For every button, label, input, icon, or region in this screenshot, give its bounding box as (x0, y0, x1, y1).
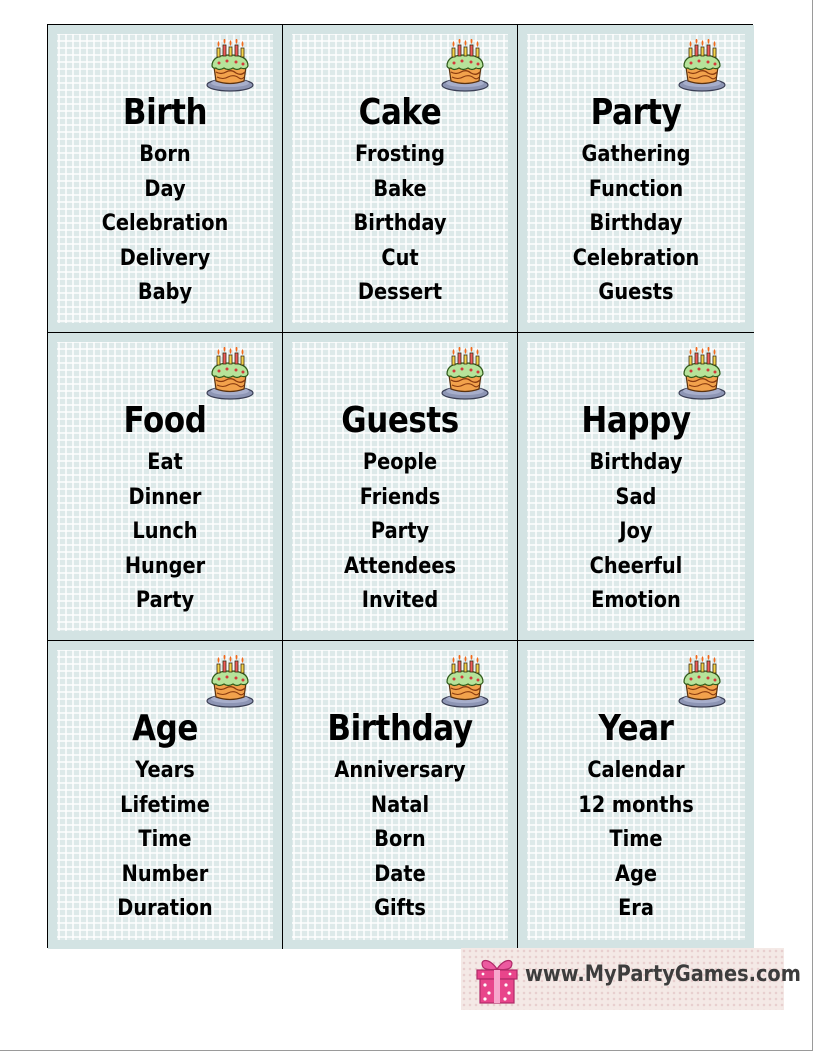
card-title: Age (132, 708, 198, 749)
forbidden-word: Delivery (119, 245, 211, 271)
card-title: Cake (358, 92, 442, 133)
forbidden-word: Time (609, 827, 663, 852)
forbidden-word: Gifts (374, 896, 426, 921)
forbidden-word: Guests (598, 280, 674, 305)
forbidden-word: Era (618, 896, 654, 921)
forbidden-word: Age (615, 861, 657, 887)
birthday-cake-icon (206, 347, 256, 401)
forbidden-word: Gathering (581, 142, 691, 167)
birthday-cake-icon (678, 655, 728, 709)
forbidden-word: Celebration (101, 211, 229, 236)
card-title: Party (590, 92, 682, 133)
forbidden-word: Duration (117, 896, 213, 921)
card-title: Year (598, 708, 674, 749)
forbidden-word: Party (370, 519, 430, 544)
card-title: Birth (122, 92, 208, 133)
forbidden-word: Cut (381, 245, 419, 271)
word-card-7 (48, 641, 283, 949)
card-title: Food (123, 400, 207, 441)
forbidden-word: Party (135, 588, 195, 613)
gift-box-icon (473, 955, 521, 1005)
forbidden-word: Born (374, 827, 426, 852)
word-card-6 (518, 333, 754, 641)
forbidden-word: Dinner (128, 484, 202, 510)
forbidden-word: Years (135, 758, 195, 783)
forbidden-word: Eat (147, 450, 183, 475)
page-edge-bottom (0, 1050, 813, 1051)
word-card-4 (48, 333, 283, 641)
forbidden-word-list (48, 446, 282, 619)
forbidden-word: Bake (373, 176, 427, 202)
forbidden-word: Date (374, 861, 426, 887)
forbidden-word-list (518, 138, 754, 311)
card-title: Guests (341, 400, 459, 441)
forbidden-word: Dessert (357, 280, 443, 305)
word-card-9 (518, 641, 754, 949)
forbidden-word-list (283, 446, 517, 619)
forbidden-word: Cheerful (589, 553, 683, 579)
forbidden-word: People (362, 450, 438, 475)
birthday-cake-icon (678, 347, 728, 401)
forbidden-word: Attendees (343, 553, 457, 579)
birthday-cake-icon (678, 39, 728, 93)
forbidden-word-list (518, 446, 754, 619)
forbidden-word: Hunger (124, 553, 206, 579)
forbidden-word: Frosting (355, 142, 445, 167)
forbidden-word: Baby (137, 280, 193, 305)
word-card-8 (283, 641, 518, 949)
birthday-cake-icon (441, 39, 491, 93)
forbidden-word-list (518, 754, 754, 927)
forbidden-word: Invited (361, 588, 439, 613)
forbidden-word-list (48, 754, 282, 927)
birthday-cake-icon (441, 655, 491, 709)
forbidden-word: Joy (619, 519, 653, 544)
forbidden-word: Day (144, 176, 186, 202)
taboo-card-sheet (47, 24, 753, 948)
forbidden-word-list (48, 138, 282, 311)
card-title: Birthday (327, 708, 473, 749)
website-banner (461, 948, 801, 1010)
word-card-5 (283, 333, 518, 641)
forbidden-word: Number (121, 861, 209, 887)
forbidden-word: Natal (370, 792, 430, 818)
birthday-cake-icon (206, 655, 256, 709)
forbidden-word: Emotion (591, 588, 681, 613)
word-card-1 (48, 25, 283, 333)
page-edge-right (812, 0, 813, 1050)
forbidden-word: Birthday (589, 450, 683, 475)
word-card-3 (518, 25, 754, 333)
forbidden-word: Sad (615, 484, 657, 510)
forbidden-word: Birthday (353, 211, 447, 236)
website-url[interactable]: www.MyPartyGames.com (525, 962, 801, 987)
forbidden-word: Birthday (589, 211, 683, 236)
forbidden-word: Time (138, 827, 192, 852)
forbidden-word: Born (139, 142, 191, 167)
forbidden-word-list (283, 754, 517, 927)
word-card-2 (283, 25, 518, 333)
forbidden-word: Anniversary (334, 758, 466, 783)
forbidden-word: Calendar (587, 758, 685, 783)
forbidden-word-list (283, 138, 517, 311)
card-title: Happy (581, 400, 691, 441)
forbidden-word: Lifetime (120, 792, 210, 818)
forbidden-word: Friends (359, 484, 441, 510)
forbidden-word: 12 months (578, 792, 694, 818)
birthday-cake-icon (206, 39, 256, 93)
forbidden-word: Function (588, 176, 684, 202)
birthday-cake-icon (441, 347, 491, 401)
forbidden-word: Lunch (132, 519, 198, 544)
forbidden-word: Celebration (572, 245, 700, 271)
